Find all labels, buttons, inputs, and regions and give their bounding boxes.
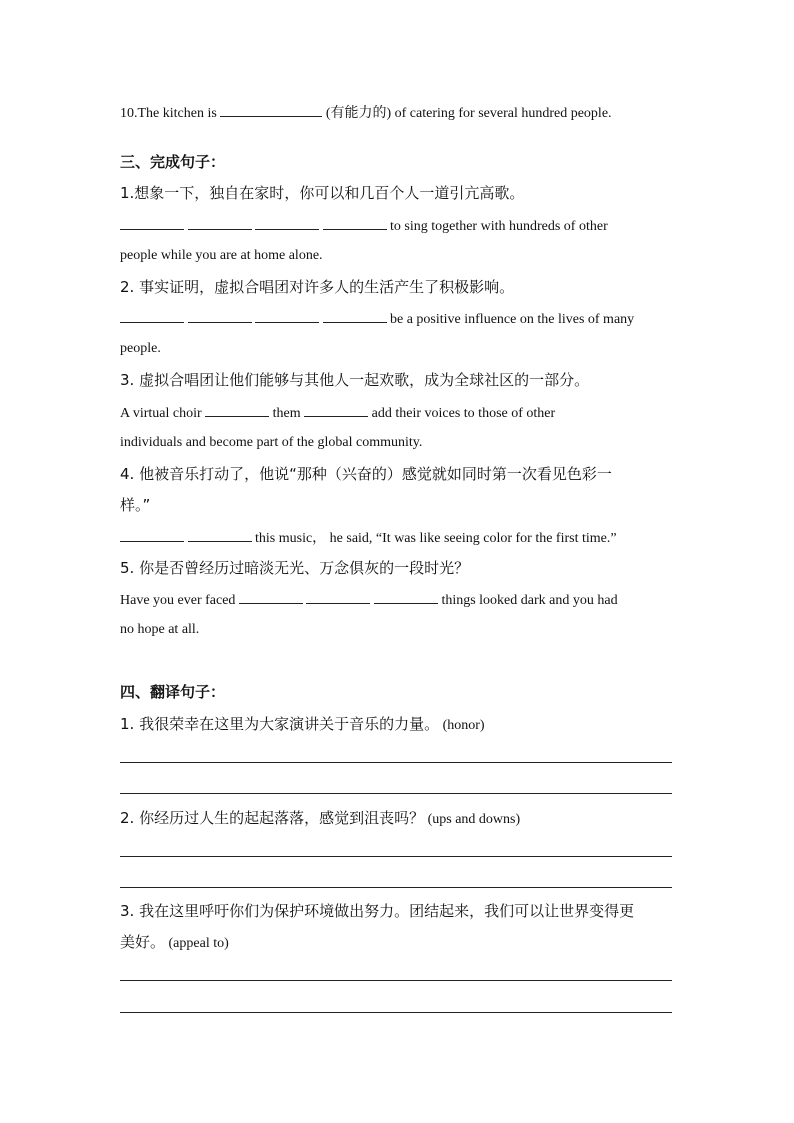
s4-item-3-chinese-line2: 美好。 [120,933,166,951]
s4-item-3-prompt-line2 [120,932,229,954]
s3-item-2-english-line2: people. [120,341,161,356]
answer-line[interactable] [120,887,672,888]
question-10-hint: (有能力的) of catering for several hundred people. [325,106,612,121]
s3-item-5-text-a: Have you ever faced [120,593,236,608]
answer-blank[interactable] [120,527,184,542]
answer-line[interactable] [120,856,672,857]
answer-blank[interactable] [188,308,252,323]
answer-blank[interactable] [205,402,269,417]
answer-blank[interactable] [255,215,319,230]
s3-item-5-english-line2: no hope at all. [120,622,200,637]
s3-item-3-text-b: them [272,406,301,421]
s4-item-2-prompt [120,808,520,830]
answer-blank[interactable] [120,215,184,230]
answer-line[interactable] [120,762,672,763]
s3-item-4-english-line1 [120,527,617,549]
answer-blank[interactable] [306,589,370,604]
s3-item-1-chinese: 1.想象一下，独自在家时，你可以和几百个人一道引亢高歌。 [120,184,525,202]
section-3-heading: 三、完成句子： [120,153,226,171]
s3-item-1-text: to sing together with hundreds of other [390,219,608,234]
s4-item-3-chinese-line1: 3. 我在这里呼吁你们为保护环境做出努力。团结起来，我们可以让世界变得更 [120,902,635,920]
s3-item-2-chinese: 2. 事实证明，虚拟合唱团对许多人的生活产生了积极影响。 [120,278,515,296]
answer-blank[interactable] [323,215,387,230]
s3-item-4-text: this music， he said, “It was like seeing color for the first time.” [255,531,617,546]
answer-blank[interactable] [255,308,319,323]
answer-blank[interactable] [239,589,303,604]
s3-item-3-text-c: add their voices to those of other [371,406,556,421]
s4-item-2-chinese: 2. 你经历过人生的起起落落，感觉到沮丧吗？ [120,809,425,827]
s3-item-3-text-a: A virtual choir [120,406,202,421]
s3-item-3-english-line2: individuals and become part of the global community. [120,435,423,450]
s3-item-5-chinese: 5. 你是否曾经历过暗淡无光、万念俱灰的一段时光？ [120,559,470,577]
answer-blank[interactable] [323,308,387,323]
s4-item-1-prompt [120,714,485,736]
s3-item-4-chinese-line1: 4. 他被音乐打动了，他说“那种（兴奋的）感觉就如同时第一次看见色彩一 [120,465,612,483]
answer-blank[interactable] [304,402,368,417]
question-10-prefix: 10.The kitchen is [120,106,217,121]
answer-line[interactable] [120,980,672,981]
s3-item-3-english-line1 [120,402,555,424]
s3-item-2-text: be a positive influence on the lives of many [390,312,635,327]
s4-item-3-hint: (appeal to) [168,936,229,951]
answer-blank[interactable] [188,215,252,230]
s3-item-1-english-line2: people while you are at home alone. [120,248,323,263]
answer-line[interactable] [120,1012,672,1013]
question-10 [120,102,612,124]
answer-line[interactable] [120,793,672,794]
answer-blank[interactable] [374,589,438,604]
answer-blank[interactable] [188,527,252,542]
s4-item-1-hint: (honor) [442,718,485,733]
section-4-heading: 四、翻译句子： [120,683,226,701]
s3-item-2-english-line1 [120,308,634,330]
s3-item-3-chinese: 3. 虚拟合唱团让他们能够与其他人一起欢歌，成为全球社区的一部分。 [120,371,590,389]
answer-blank[interactable] [120,308,184,323]
s3-item-1-english-line1 [120,215,608,237]
s4-item-1-chinese: 1. 我很荣幸在这里为大家演讲关于音乐的力量。 [120,715,440,733]
s3-item-5-text-b: things looked dark and you had [441,593,618,608]
answer-blank[interactable] [220,102,322,117]
s3-item-4-chinese-line2: 样。” [120,496,151,514]
s3-item-5-english-line1 [120,589,618,611]
s4-item-2-hint: (ups and downs) [427,812,521,827]
